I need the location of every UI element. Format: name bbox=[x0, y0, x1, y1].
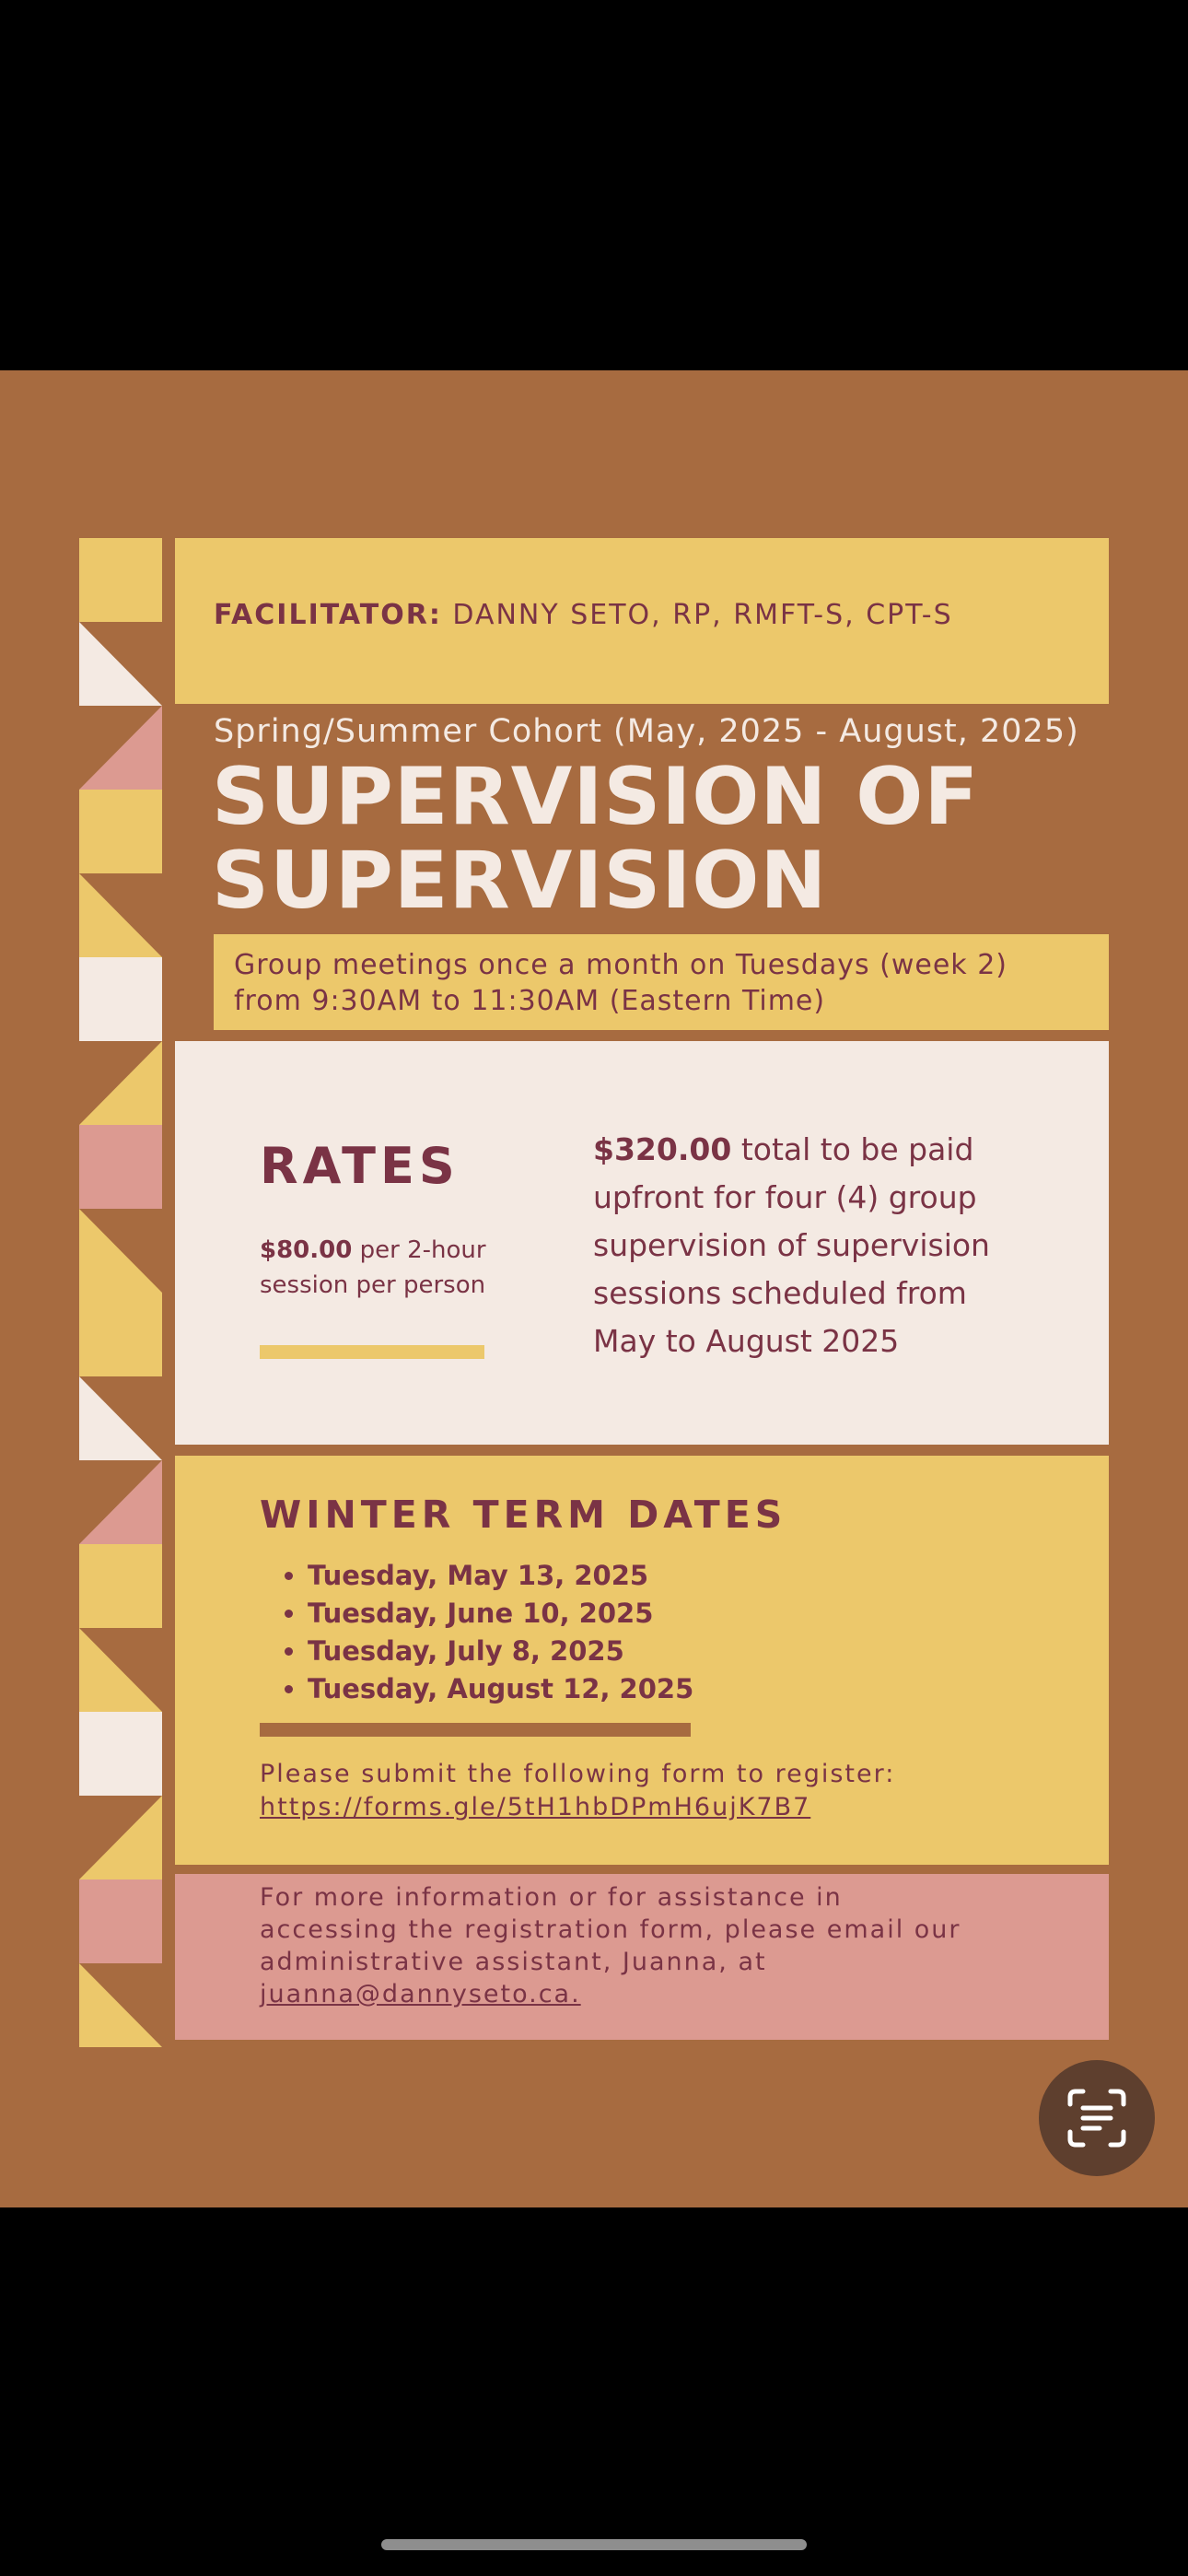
meetings-text bbox=[234, 947, 1007, 1019]
home-indicator[interactable] bbox=[381, 2539, 807, 2550]
strip-tile bbox=[79, 1544, 162, 1628]
strip-tile bbox=[79, 622, 162, 706]
list-item: • Tuesday, May 13, 2025 bbox=[308, 1557, 693, 1595]
strip-tile bbox=[79, 873, 162, 957]
poster bbox=[0, 370, 1188, 2207]
strip-tile bbox=[79, 1041, 162, 1125]
rates-panel bbox=[175, 1041, 1109, 1445]
register-form-link[interactable]: https://forms.gle/5tH1hbDPmH6ujK7B7 bbox=[260, 1793, 811, 1821]
strip-tile bbox=[79, 538, 162, 622]
strip-tile bbox=[79, 1796, 162, 1879]
title-line-1: SUPERVISION OF bbox=[212, 751, 980, 843]
register-instructions: Please submit the following form to register: bbox=[260, 1760, 896, 1788]
meetings-line-2: from 9:30AM to 11:30AM (Eastern Time) bbox=[234, 985, 826, 1017]
decorative-strip bbox=[79, 538, 162, 2047]
strip-tile bbox=[79, 1460, 162, 1544]
session-price: $80.00 bbox=[260, 1236, 353, 1264]
facilitator-label: FACILITATOR: bbox=[214, 599, 442, 631]
list-item: • Tuesday, August 12, 2025 bbox=[308, 1670, 693, 1708]
total-rate bbox=[593, 1126, 1035, 1365]
register-block bbox=[260, 1758, 895, 1824]
poster-title bbox=[212, 751, 1077, 927]
strip-tile bbox=[79, 1628, 162, 1712]
strip-tile bbox=[79, 706, 162, 790]
dates-divider bbox=[260, 1723, 691, 1737]
strip-tile bbox=[79, 1209, 162, 1293]
session-description: per 2-hour session per person bbox=[260, 1236, 486, 1299]
list-item: • Tuesday, June 10, 2025 bbox=[308, 1595, 693, 1633]
strip-tile bbox=[79, 1293, 162, 1376]
strip-tile bbox=[79, 957, 162, 1041]
list-item: • Tuesday, July 8, 2025 bbox=[308, 1633, 693, 1670]
facilitator-name: DANNY SETO, RP, RMFT-S, CPT-S bbox=[452, 599, 953, 631]
info-text bbox=[260, 1881, 1089, 2010]
rates-heading: RATES bbox=[260, 1137, 460, 1195]
meetings-banner bbox=[214, 934, 1109, 1030]
facilitator-panel bbox=[175, 538, 1109, 704]
cohort-subtitle: Spring/Summer Cohort (May, 2025 - August, 2025) bbox=[214, 713, 1079, 750]
strip-tile bbox=[79, 1125, 162, 1209]
facilitator-line bbox=[214, 599, 953, 631]
info-panel bbox=[175, 1874, 1109, 2040]
total-description: total to be paid upfront for four (4) group supervision of supervision sessions scheduled from May to August 2025 bbox=[593, 1131, 990, 1359]
info-line-2: accessing the registration form, please email our bbox=[260, 1915, 961, 1944]
rates-divider bbox=[260, 1345, 484, 1359]
total-price: $320.00 bbox=[593, 1131, 732, 1167]
session-rate bbox=[260, 1233, 508, 1303]
live-text-scan-icon bbox=[1066, 2088, 1127, 2149]
meetings-line-1: Group meetings once a month on Tuesdays (week 2) bbox=[234, 949, 1007, 981]
term-dates-panel bbox=[175, 1456, 1109, 1865]
live-text-button[interactable] bbox=[1039, 2060, 1155, 2176]
info-line-3: administrative assistant, Juanna, at bbox=[260, 1948, 767, 1976]
strip-tile bbox=[79, 1712, 162, 1796]
term-dates-heading: WINTER TERM DATES bbox=[260, 1493, 787, 1537]
term-dates-list bbox=[260, 1557, 693, 1708]
strip-tile bbox=[79, 790, 162, 873]
strip-tile bbox=[79, 1879, 162, 1963]
strip-tile bbox=[79, 1963, 162, 2047]
info-line-1: For more information or for assistance in bbox=[260, 1883, 843, 1912]
title-line-2: SUPERVISION bbox=[212, 835, 828, 927]
strip-tile bbox=[79, 1376, 162, 1460]
email-link[interactable]: juanna@dannyseto.ca. bbox=[260, 1980, 581, 2008]
